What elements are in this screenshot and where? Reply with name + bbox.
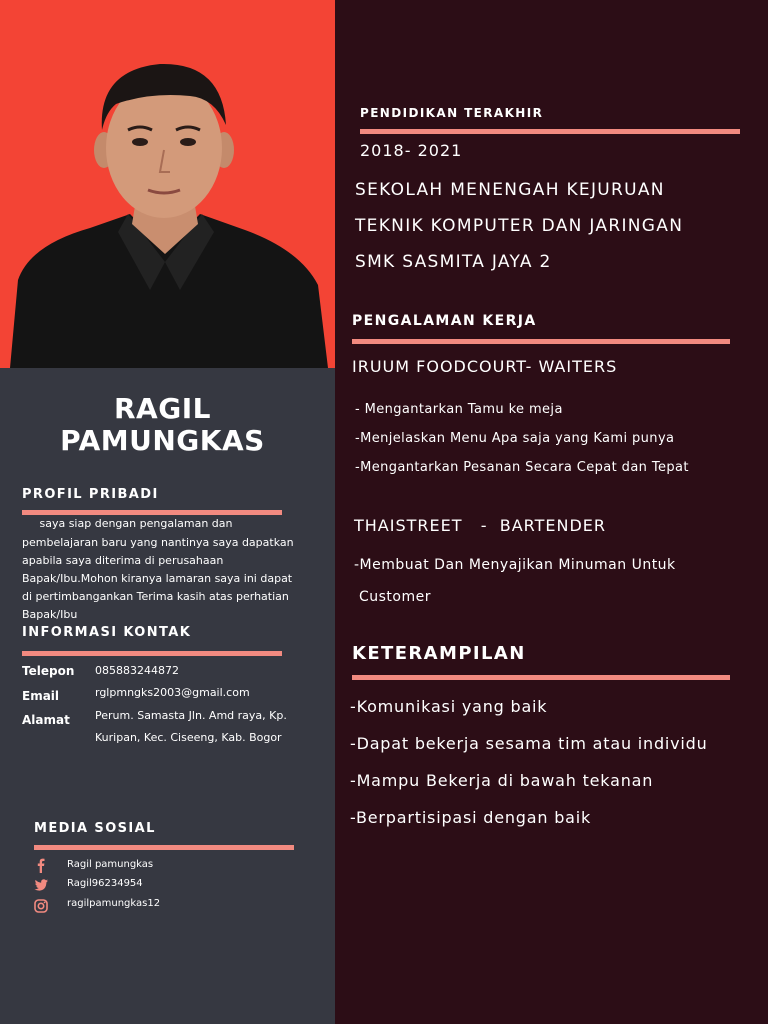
telepon-label: Telepon: [22, 664, 75, 678]
alamat-line: Kuripan, Kec. Ciseeng, Kab. Bogor: [95, 731, 282, 744]
pengalaman-heading: PENGALAMAN KERJA: [352, 313, 537, 329]
skill-item: -Mampu Bekerja di bawah tekanan: [350, 771, 654, 790]
informasi-kontak-heading: INFORMASI KONTAK: [22, 625, 192, 640]
job1-title: IRUUM FOODCOURT- WAITERS: [352, 357, 618, 376]
instagram-handle[interactable]: ragilpamungkas12: [67, 898, 161, 909]
pendidikan-line3: SMK SASMITA JAYA 2: [355, 252, 552, 272]
name-first: RAGIL: [114, 392, 211, 425]
name-last: PAMUNGKAS: [60, 424, 265, 457]
job1-item: -Menjelaskan Menu Apa saja yang Kami punya: [355, 431, 675, 446]
keterampilan-bar: [352, 675, 730, 680]
twitter-icon: [33, 877, 49, 893]
twitter-handle[interactable]: Ragil96234954: [67, 878, 143, 889]
profil-line: di pertimbangankan Terima kasih atas perhatian: [22, 590, 289, 603]
profil-line: apabila saya diterima di perusahaan: [22, 554, 224, 567]
job2-item: -Membuat Dan Menyajikan Minuman Untuk: [354, 557, 676, 573]
facebook-icon: [33, 857, 49, 873]
keterampilan-heading: KETERAMPILAN: [352, 643, 526, 664]
media-sosial-heading: MEDIA SOSIAL: [34, 821, 156, 836]
profil-pribadi-heading: PROFIL PRIBADI: [22, 487, 159, 502]
pendidikan-line2: TEKNIK KOMPUTER DAN JARINGAN: [355, 216, 684, 236]
profil-line: saya siap dengan pengalaman dan: [22, 517, 233, 530]
email-value: rglpmngks2003@gmail.com: [95, 686, 250, 699]
skill-item: -Berpartisipasi dengan baik: [350, 808, 592, 827]
alamat-line: Perum. Samasta Jln. Amd raya, Kp.: [95, 709, 287, 722]
profil-pribadi-bar: [22, 510, 282, 515]
email-label: Email: [22, 689, 60, 703]
profil-line: Bapak/Ibu: [22, 608, 78, 621]
alamat-label: Alamat: [22, 713, 70, 727]
skill-item: -Dapat bekerja sesama tim atau individu: [350, 734, 708, 753]
facebook-handle[interactable]: Ragil pamungkas: [67, 859, 154, 870]
portrait-photo: [0, 0, 335, 368]
job1-item: -Mengantarkan Pesanan Secara Cepat dan Tepat: [355, 460, 689, 475]
profile-photo: [0, 0, 335, 368]
profil-line: pembelajaran baru yang nantinya saya dapatkan: [22, 536, 294, 549]
pendidikan-years: 2018- 2021: [360, 141, 463, 160]
pendidikan-heading: PENDIDIKAN TERAKHIR: [360, 106, 544, 120]
telepon-value: 085883244872: [95, 664, 179, 677]
skill-item: -Komunikasi yang baik: [350, 697, 548, 716]
pendidikan-line1: SEKOLAH MENENGAH KEJURUAN: [355, 180, 665, 200]
pengalaman-bar: [352, 339, 730, 344]
pendidikan-bar: [360, 129, 740, 134]
job2-title: THAISTREET - BARTENDER: [354, 516, 606, 535]
job1-item: - Mengantarkan Tamu ke meja: [355, 402, 563, 417]
media-sosial-bar: [34, 845, 294, 850]
job2-item: Customer: [354, 589, 431, 605]
profil-line: Bapak/Ibu.Mohon kiranya lamaran saya ini dapat: [22, 572, 293, 585]
informasi-kontak-bar: [22, 651, 282, 656]
instagram-icon: [33, 898, 49, 914]
